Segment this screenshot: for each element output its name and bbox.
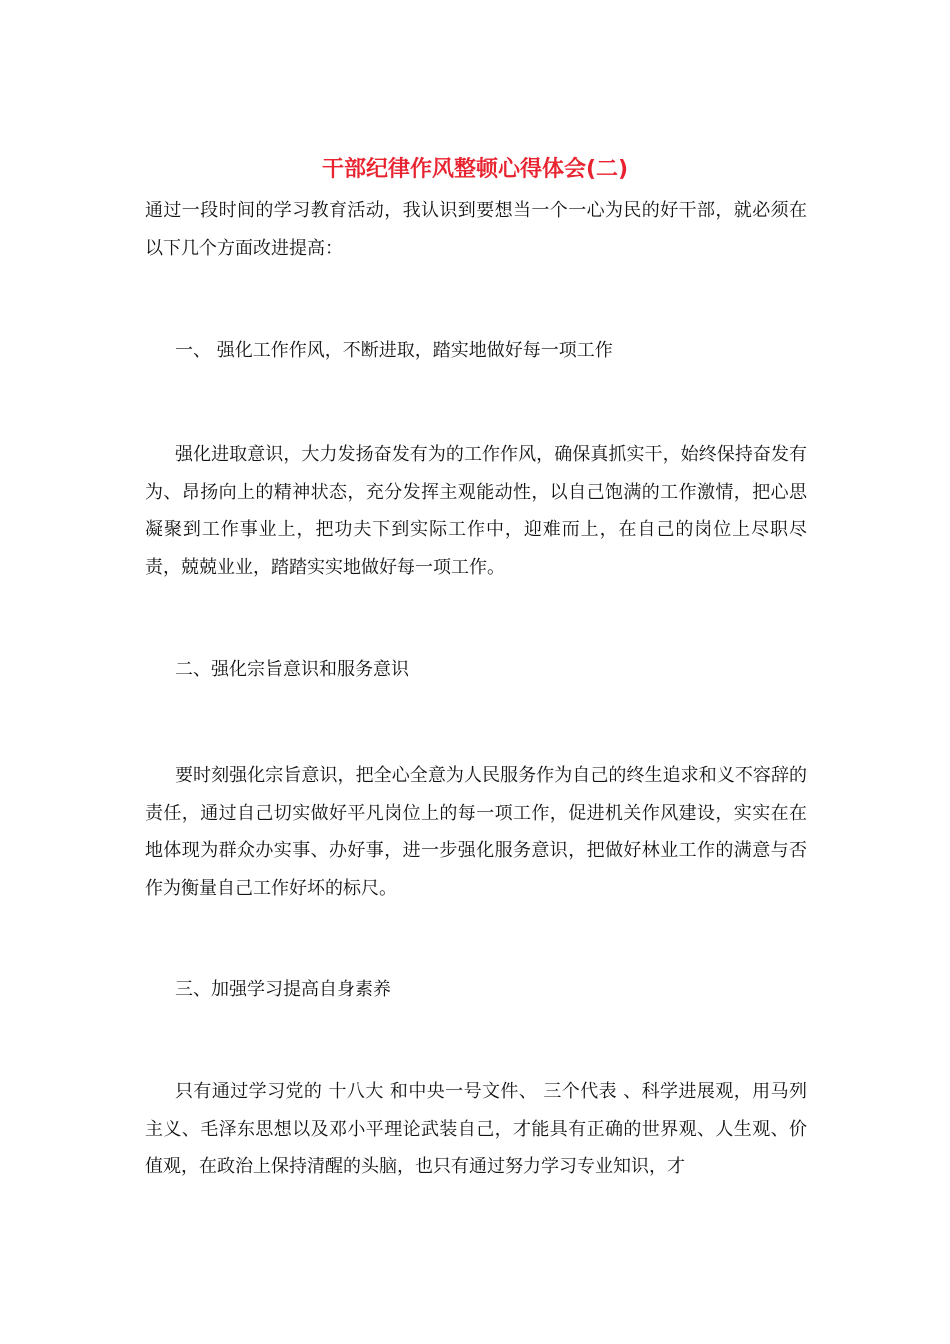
intro-paragraph: 通过一段时间的学习教育活动，我认识到要想当一个一心为民的好干部，就必须在以下几个方面改进提高： <box>145 200 807 259</box>
section-3-body: 只有通过学习党的 十八大 和中央一号文件、 三个代表 、科学进展观，用马列主义、毛泽东思想以及邓小平理论武装自己，才能具有正确的世界观、人生观、价值观，在政治上保持清醒的头脑，也只有通过努力学习专业知识，才 <box>145 1081 807 1177</box>
section-2-heading: 二、强化宗旨意识和服务意识 <box>175 659 409 680</box>
section-1-body: 强化进取意识，大力发扬奋发有为的工作作风，确保真抓实干，始终保持奋发有为、昂扬向上的精神状态，充分发挥主观能动性，以自己饱满的工作激情，把心思凝聚到工作事业上，把功夫下到实际工作中，迎难而上，在自己的岗位上尽职尽责，兢兢业业，踏踏实实地做好每一项工作。 <box>145 444 807 578</box>
document-title: 干部纪律作风整顿心得体会(二) <box>321 157 629 182</box>
section-2-body: 要时刻强化宗旨意识，把全心全意为人民服务作为自己的终生追求和义不容辞的责任，通过自己切实做好平凡岗位上的每一项工作，促进机关作风建设，实实在在地体现为群众办实事、办好事，进一步强化服务意识，把做好林业工作的满意与否作为衡量自己工作好坏的标尺。 <box>145 765 807 899</box>
section-3-heading: 三、加强学习提高自身素养 <box>175 979 391 1000</box>
section-1-heading: 一、 强化工作作风，不断进取，踏实地做好每一项工作 <box>175 340 613 361</box>
